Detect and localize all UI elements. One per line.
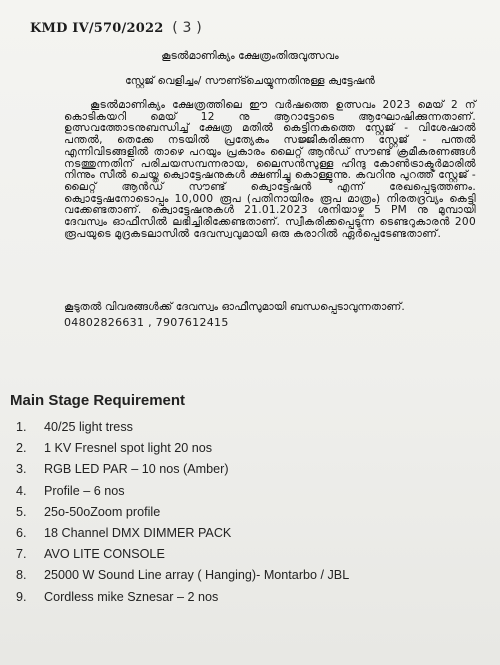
list-item: 1. 40/25 light tress xyxy=(16,420,133,434)
phone-numbers: 04802826631 , 7907612415 xyxy=(64,316,229,329)
list-item: 7. AVO LITE CONSOLE xyxy=(16,547,165,562)
notice-paragraph-text: കൂടൽമാണിക്യം ക്ഷേത്രത്തിലെ ഈ വർഷത്തെ ഉത്സവം 2023 മെയ് 2 ന് കൊടികയറി മെയ് 12 നു ആറാട്ടോടെ ആഘോഷിക്കുന്നതാണ്. ഉത്സവത്തോടനുബന്ധിച്ച് ക്ഷേത്ര മതിൽ കെട്ടിനകത്തെ സ്റ്റേജ് - വിശേഷാൽ പന്തൽ, തെക്കേ നടയിൽ പ്രത്യേകം സജ്ജീകരിക്കുന്ന സ്റ്റേജ് - പന്തൽ എന്നിവിടങ്ങളിൽ താഴെ പറയും പ്രകാരം ലൈറ്റ് ആൻഡ് സൗണ്ട് ക്രമീകരണങ്ങൾ നടത്തുന്നതിന് പരിചയസമ്പന്നരായ, ലൈസൻസുള്ള ഹിന്ദു കോൺട്രാക്ടർമാരിൽ നിന്നും സീൽ ചെയ്ത ക്വൊട്ടേഷനുകൾ ക്ഷണിച്ചു കൊള്ളുന്നു. കവറിനു പുറത്ത് സ്റ്റേജ് - ലൈറ്റ് ആൻഡ് സൗണ്ട് ക്വൊട്ടേഷൻ എന്ന് രേഖപ്പെടുത്തണം. ക്വൊട്ടേഷനോടൊപ്പം 10,000 രൂപ (പതിനായിരം രൂപ മാത്രം) നിരതദ്രവ്യം കെട്ടി വക്കേണ്ടതാണ്. ക്വൊട്ടേഷനുകൾ 21.01.2023 ശനിയാഴ്ച 5 PM നു മുമ്പായി ദേവസ്വം ഓഫീസിൽ ലഭിച്ചിരിക്കേണ്ടതാണ്. സ്വീകരിക്കപ്പെടുന്ന ടെണ്ടറുകാരൻ 200 രൂപയുടെ മുദ്രകടലാസിൽ ദേവസ്വവുമായി ഒരു കരാറിൽ ഏർപ്പെടേണ്ടതാണ്. xyxy=(64,99,476,240)
requirements-list xyxy=(16,417,349,608)
list-item: 2. 1 KV Fresnel spot light 20 nos xyxy=(16,441,213,456)
contact-line: കൂടുതൽ വിവരങ്ങൾക്ക് ദേവസ്വം ഓഫീസുമായി ബന്ധപ്പെടാവുന്നതാണ്. xyxy=(64,301,405,313)
contact-block xyxy=(64,300,484,330)
list-item: 8. 25000 W Sound Line array ( Hanging)- Montarbo / JBL xyxy=(16,568,350,583)
list-item: 4. Profile – 6 nos xyxy=(16,483,125,498)
notice-paragraph xyxy=(64,100,476,240)
list-item: 3. RGB LED PAR – 10 nos (Amber) xyxy=(16,462,229,477)
list-item: 9. Cordless mike Sznesar – 2 nos xyxy=(16,589,219,604)
document-subtitle: സ്റ്റേജ് വെളിച്ചം/ സൗണ്ട്ചെയ്യുന്നതിനുള്ള ക്വട്ടേഷൻ xyxy=(125,75,375,87)
list-item: 6. 18 Channel DMX DIMMER PACK xyxy=(16,525,232,540)
reference-number xyxy=(30,20,202,36)
handwritten-page-mark: ( 3 ) xyxy=(172,20,202,36)
document-title: കൂടൽമാണിക്യം ക്ഷേത്രംതിരുവുത്സവം xyxy=(161,50,339,62)
list-item: 5. 25o-50oZoom profile xyxy=(16,504,161,519)
requirements-heading: Main Stage Requirement xyxy=(10,392,186,409)
reference-number-text: KMD IV/570/2022 xyxy=(30,21,164,36)
